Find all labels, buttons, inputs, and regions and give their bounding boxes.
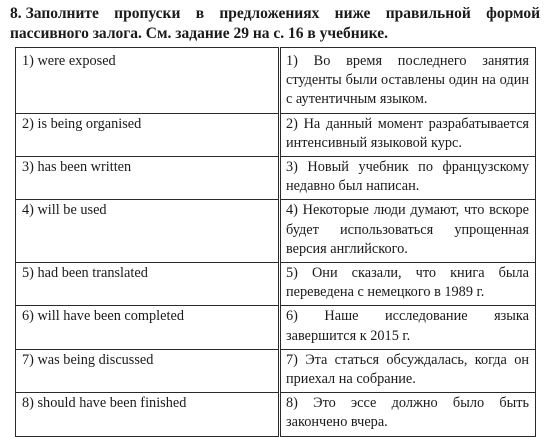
table-row [16,200,536,263]
answer-cell: 3) has been written [16,157,280,200]
table-row [16,157,536,200]
answer-cell: 5) had been translated [16,263,280,306]
sentence-cell: 7) Эта статься обсуждалась, когда он приехал на собрание. [280,349,536,392]
answer-cell: 2) is being organised [16,113,280,156]
answers-table [15,47,536,437]
table-row [16,48,536,114]
sentence-cell: 8) Это эссе должно было быть закончено вчера. [280,393,536,436]
sentence-cell: 1) Во время последнего занятия студенты были оставлены один на один с аутентичным языком. [280,48,536,114]
sentence-cell: 6) Наше исследование языка завершится к 2015 г. [280,306,536,349]
sentence-cell: 4) Некоторые люди думают, что вскоре будет использоваться упрощенная версия английского. [280,200,536,263]
table-row [16,306,536,349]
sentence-cell: 5) Они сказали, что книга была переведена с немецкого в 1989 г. [280,263,536,306]
table-row [16,113,536,156]
table-row [16,349,536,392]
answer-cell: 4) will be used [16,200,280,263]
sentence-cell: 3) Новый учебник по французскому недавно был написан. [280,157,536,200]
table-row [16,393,536,436]
answer-cell: 1) were exposed [16,48,280,114]
task-heading [10,4,540,44]
answer-cell: 6) will have been completed [16,306,280,349]
table-row [16,263,536,306]
answer-cell: 7) was being discussed [16,349,280,392]
task-number: 8. [10,5,22,22]
sentence-cell: 2) На данный момент разрабатывается интенсивный языковой курс. [280,113,536,156]
task-instruction: Заполните пропуски в предложениях ниже правильной формой пассивного залога. См. задание 29 на с. 16 в учебнике. [10,5,540,42]
answer-cell: 8) should have been finished [16,393,280,436]
